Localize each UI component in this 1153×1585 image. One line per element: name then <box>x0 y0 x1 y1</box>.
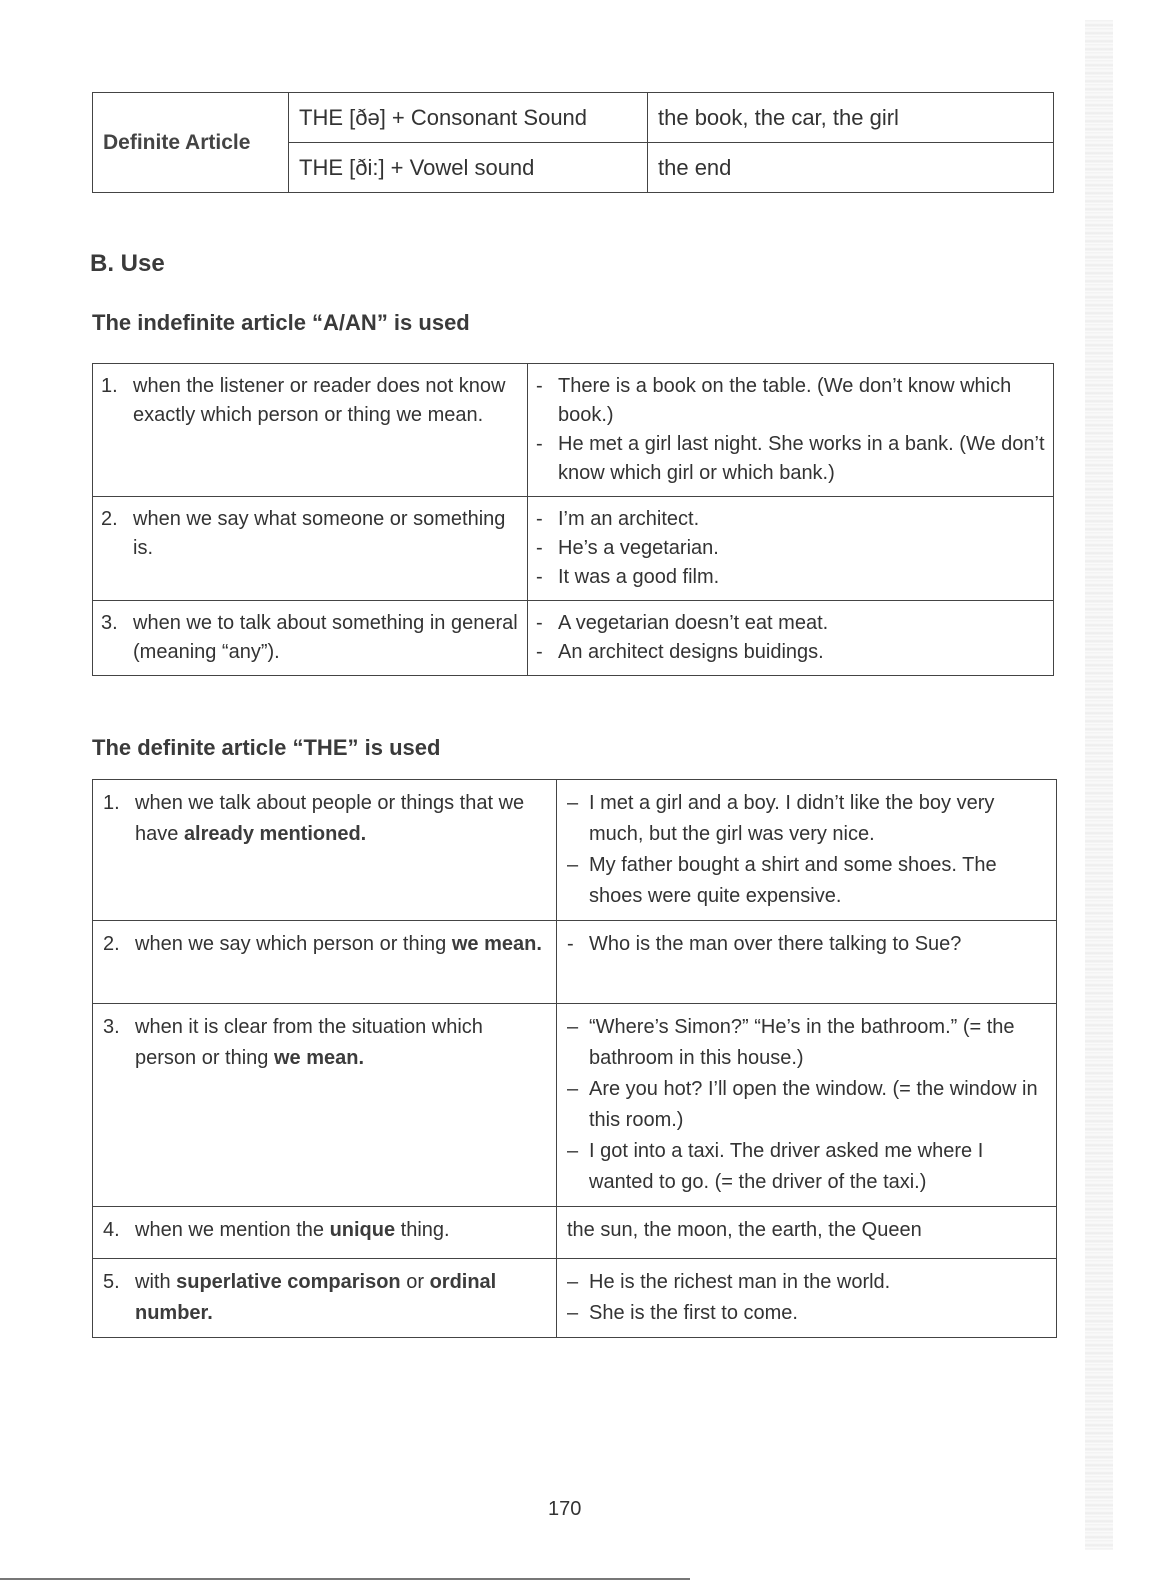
table-row <box>93 364 1054 497</box>
use-text: when we say which person or thing <box>135 933 452 955</box>
use-cell <box>93 601 528 676</box>
dash-marker: – <box>567 1140 579 1162</box>
bottom-rule <box>0 1578 690 1580</box>
section-b-title: B. Use <box>90 250 165 277</box>
example-cell: the book, the car, the girl <box>648 93 1054 143</box>
table-row <box>93 1004 1057 1207</box>
use-cell <box>93 1207 557 1259</box>
examples-cell <box>557 1259 1057 1338</box>
use-cell <box>93 364 528 497</box>
use-text: when we to talk about something in general (meaning “any”). <box>133 612 518 663</box>
example-text: A vegetarian doesn’t eat meat. <box>558 612 829 634</box>
dash-marker: - <box>536 566 543 588</box>
table-row <box>93 780 1057 921</box>
examples-cell <box>557 780 1057 921</box>
examples-cell: the sun, the moon, the earth, the Queen <box>557 1207 1057 1259</box>
table-row <box>93 601 1054 676</box>
dash-marker: - <box>536 508 543 530</box>
use-emphasis: already mentioned. <box>183 823 367 845</box>
use-emphasis: we mean. <box>451 933 542 955</box>
dash-marker: – <box>567 1078 579 1100</box>
item-number: 2. <box>101 508 118 530</box>
dash-marker: - <box>536 433 543 455</box>
use-cell <box>93 1259 557 1338</box>
item-number: 1. <box>101 375 118 397</box>
item-number: 2. <box>103 933 120 955</box>
form-cell: THE [ðə] + Consonant Sound <box>289 93 648 143</box>
table-row <box>93 1259 1057 1338</box>
examples-cell <box>557 1004 1057 1207</box>
scan-edge-shadow <box>1085 20 1113 1550</box>
use-cell <box>93 921 557 1004</box>
example-text: Are you hot? I’ll open the window. (= the window in this room.) <box>589 1078 1038 1131</box>
example-text: She is the first to come. <box>589 1302 798 1324</box>
dash-marker: - <box>536 375 543 397</box>
use-emphasis: superlative comparison <box>176 1271 401 1293</box>
example-text: I met a girl and a boy. I didn’t like the boy very much, but the girl was very nice. <box>589 792 995 845</box>
use-emphasis: we mean. <box>273 1047 365 1069</box>
use-emphasis-2: ordinal number. <box>135 1271 497 1324</box>
examples-cell <box>528 497 1054 601</box>
item-number: 1. <box>103 792 120 814</box>
use-text-tail: or <box>400 1271 430 1293</box>
dash-marker: – <box>567 1271 579 1293</box>
example-text: He is the richest man in the world. <box>589 1271 891 1293</box>
use-cell <box>93 497 528 601</box>
example-text: He met a girl last night. She works in a bank. (We don’t know which girl or which bank.) <box>558 433 1045 484</box>
item-number: 3. <box>103 1016 120 1038</box>
page-number: 170 <box>548 1498 582 1520</box>
indefinite-heading: The indefinite article “A/AN” is used <box>92 310 470 335</box>
examples-cell <box>528 364 1054 497</box>
table-row <box>93 921 1057 1004</box>
definite-article-forms-table <box>92 92 1054 193</box>
example-cell: the end <box>648 143 1054 193</box>
dash-marker: – <box>567 792 579 814</box>
example-text: There is a book on the table. (We don’t know which book.) <box>558 375 1012 426</box>
example-text: I got into a taxi. The driver asked me where I wanted to go. (= the driver of the taxi.) <box>589 1140 984 1193</box>
example-text: My father bought a shirt and some shoes. The shoes were quite expensive. <box>589 854 997 907</box>
form-cell: THE [ði:] + Vowel sound <box>289 143 648 193</box>
example-text: It was a good film. <box>558 566 720 588</box>
dash-marker: - <box>536 641 543 663</box>
use-text: when it is clear from the situation which person or thing <box>135 1016 483 1069</box>
use-text: when we mention the <box>135 1219 330 1241</box>
examples-cell <box>528 601 1054 676</box>
item-number: 4. <box>103 1219 120 1241</box>
dash-marker: - <box>567 933 574 955</box>
dash-marker: – <box>567 1016 579 1038</box>
dash-marker: – <box>567 854 579 876</box>
use-text: when the listener or reader does not know exactly which person or thing we mean. <box>133 375 506 426</box>
table-row <box>93 93 1054 143</box>
use-text-tail: thing. <box>395 1219 450 1241</box>
definite-heading: The definite article “THE” is used <box>92 735 441 760</box>
definite-article-label: Definite Article <box>93 93 289 193</box>
table-row <box>93 497 1054 601</box>
example-text: He’s a vegetarian. <box>558 537 719 559</box>
example-text: Who is the man over there talking to Sue? <box>589 933 962 955</box>
dash-marker: – <box>567 1302 579 1324</box>
dash-marker: - <box>536 537 543 559</box>
item-number: 3. <box>101 612 118 634</box>
item-number: 5. <box>103 1271 120 1293</box>
indefinite-article-table <box>92 363 1054 676</box>
use-text: when we say what someone or something is. <box>133 508 506 559</box>
use-cell <box>93 780 557 921</box>
table-row <box>93 1207 1057 1259</box>
examples-cell <box>557 921 1057 1004</box>
use-text: when we talk about people or things that we have <box>135 792 525 845</box>
use-text: with <box>135 1271 177 1293</box>
use-cell <box>93 1004 557 1207</box>
use-emphasis: unique <box>329 1219 396 1241</box>
dash-marker: - <box>536 612 543 634</box>
example-text: I’m an architect. <box>558 508 700 530</box>
example-text: “Where’s Simon?” “He’s in the bathroom.” (= the bathroom in this house.) <box>589 1016 1015 1069</box>
example-text: An architect designs buidings. <box>558 641 824 663</box>
definite-article-table <box>92 779 1057 1338</box>
